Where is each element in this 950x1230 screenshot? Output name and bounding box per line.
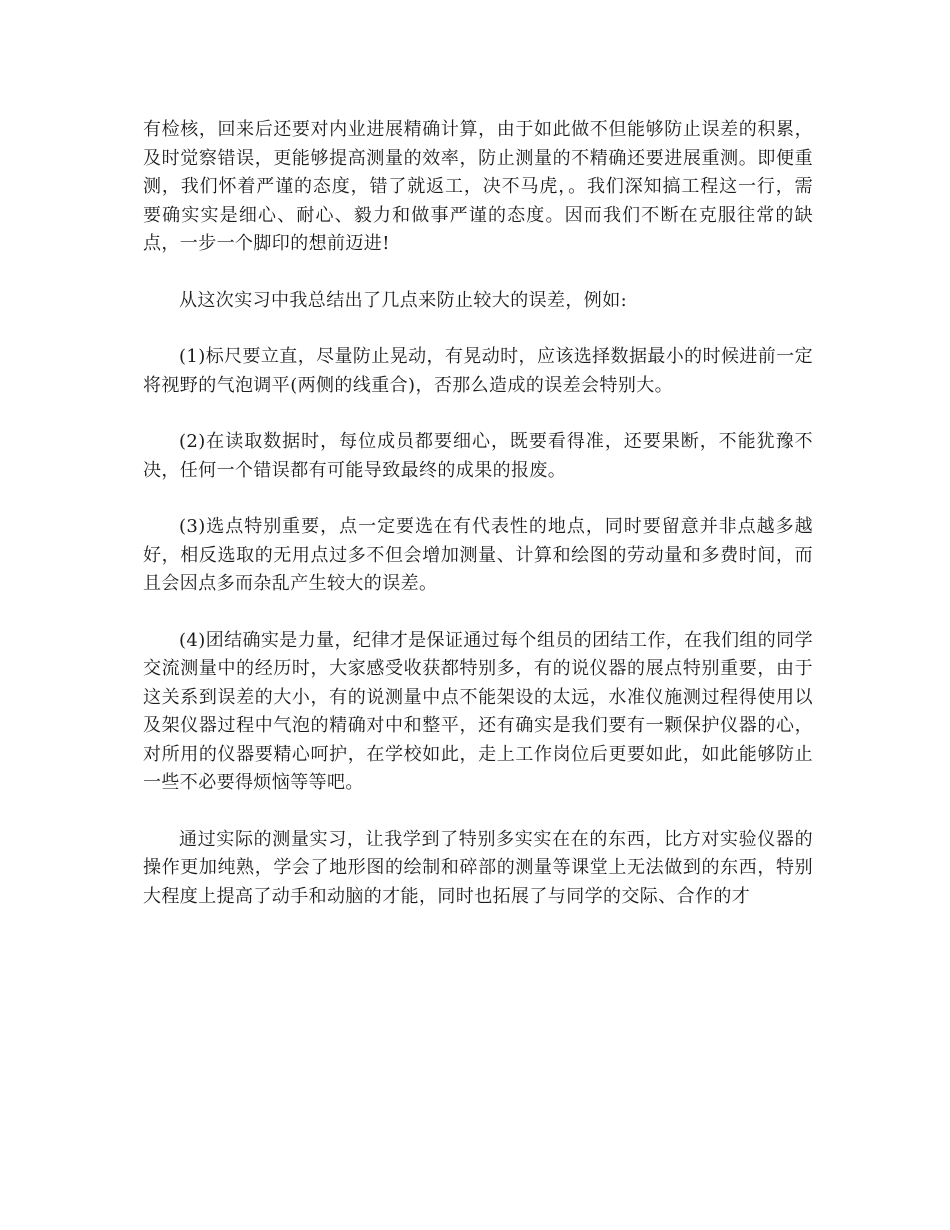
paragraph-2: 从这次实习中我总结出了几点来防止较大的误差，例如: xyxy=(179,289,628,311)
document-body xyxy=(143,116,813,939)
paragraph-3: (1)标尺要立直，尽量防止晃动，有晃动时，应该选择数据最小的时候进前一定将视野的气泡调平(两侧的线重合)，否那么造成的误差会特别大。 xyxy=(143,346,813,396)
paragraph-7: 通过实际的测量实习，让我学到了特别多实实在在的东西，比方对实验仪器的操作更加纯熟，学会了地形图的绘制和碎部的测量等课堂上无法做到的东西，特别大程度上提高了动手和动脑的才能，同时也拓展了与同学的交际、合作的才 xyxy=(143,828,813,907)
paragraph-6: (4)团结确实是力量，纪律才是保证通过每个组员的团结工作，在我们组的同学交流测量中的经历时，大家感受收获都特别多，有的说仪器的展点特别重要，由于这关系到误差的大小，有的说测量中点不能架设的太远，水准仪施测过程得使用以及架仪器过程中气泡的精确对中和整平，还有确实是我们要有一颗保护仪器的心，对所用的仪器要精心呵护，在学校如此，走上工作岗位后更要如此，如此能够防止一些不必要得烦恼等等吧。 xyxy=(143,629,813,793)
paragraph-4: (2)在读取数据时，每位成员都要细心，既要看得准，还要果断，不能犹豫不决，任何一个错误都有可能导致最终的成果的报废。 xyxy=(143,431,813,481)
paragraph-5: (3)选点特别重要，点一定要选在有代表性的地点，同时要留意并非点越多越好，相反选取的无用点过多不但会增加测量、计算和绘图的劳动量和多费时间，而且会因点多而杂乱产生较大的误差。 xyxy=(143,516,813,594)
paragraph-1: 有检核，回来后还要对内业进展精确计算，由于如此做不但能够防止误差的积累，及时觉察错误，更能够提高测量的效率，防止测量的不精确还要进展重测。即便重测，我们怀着严谨的态度，错了就返工，决不马虎，。我们深知搞工程这一行，需要确实实是细心、耐心、毅力和做事严谨的态度。因而我们不断在克服往常的缺点，一步一个脚印的想前迈进! xyxy=(143,119,813,254)
